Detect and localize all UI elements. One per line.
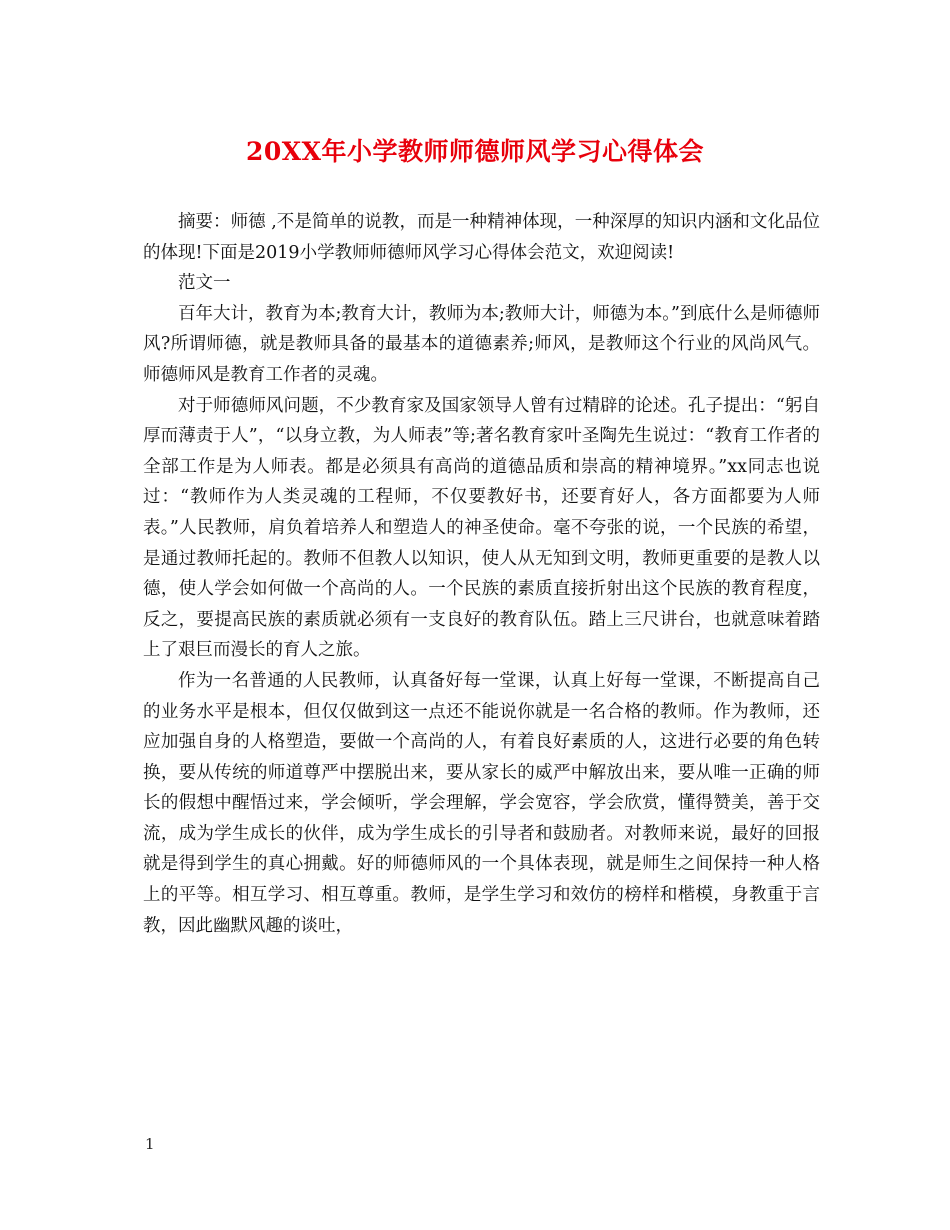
paragraph-1: 百年大计，教育为本;教育大计，教师为本;教师大计，师德为本。”到底什么是师德师风?所谓师德，就是教师具备的最基本的道德素养;师风，是教师这个行业的风尚风气。师德师风是教育工作者的灵魂。 — [143, 303, 820, 385]
page-number: 1 — [145, 1135, 155, 1153]
paragraph-3: 作为一名普通的人民教师，认真备好每一堂课，认真上好每一堂课，不断提高自己的业务水平是根本，但仅仅做到这一点还不能说你就是一名合格的教师。作为教师，还应加强自身的人格塑造，要做一个高尚的人，有着良好素质的人，这进行必要的角色转换，要从传统的师道尊严中摆脱出来，要从家长的威严中解放出来，要从唯一正确的师长的假想中醒悟过来，学会倾听，学会理解，学会宽容，学会欣赏，懂得赞美，善于交流，成为学生成长的伙伴，成为学生成长的引导者和鼓励者。对教师来说，最好的回报就是得到学生的真心拥戴。好的师德师风的一个具体表现，就是师生之间保持一种人格上的平等。相互学习、相互尊重。教师，是学生学习和效仿的榜样和楷模，身教重于言教，因此幽默风趣的谈吐， — [143, 670, 820, 936]
document-title: 20XX年小学教师师德师风学习心得体会 — [245, 137, 705, 166]
paragraph-sample-heading: 范文一 — [178, 273, 231, 294]
paragraph-2: 对于师德师风问题，不少教育家及国家领导人曾有过精辟的论述。孔子提出：“躬自厚而薄责于人”，“以身立教，为人师表”等;著名教育家叶圣陶先生说过：“教育工作者的全部工作是为人师表。都是必须具有高尚的道德品质和崇高的精神境界。”xx同志也说过：“教师作为人类灵魂的工程师，不仅要教好书，还要育好人，各方面都要为人师表。”人民教师，肩负着培养人和塑造人的神圣使命。毫不夸张的说，一个民族的希望，是通过教师托起的。教师不但教人以知识，使人从无知到文明，教师更重要的是教人以德，使人学会如何做一个高尚的人。一个民族的素质直接折射出这个民族的教育程度，反之，要提高民族的素质就必须有一支良好的教育队伍。踏上三尺讲台，也就意味着踏上了艰巨而漫长的育人之旅。 — [143, 395, 820, 661]
document-body — [143, 207, 820, 941]
paragraph-abstract: 摘要：师德 ,不是简单的说教，而是一种精神体现，一种深厚的知识内涵和文化品位的体现!下面是2019小学教师师德师风学习心得体会范文，欢迎阅读! — [143, 212, 820, 263]
